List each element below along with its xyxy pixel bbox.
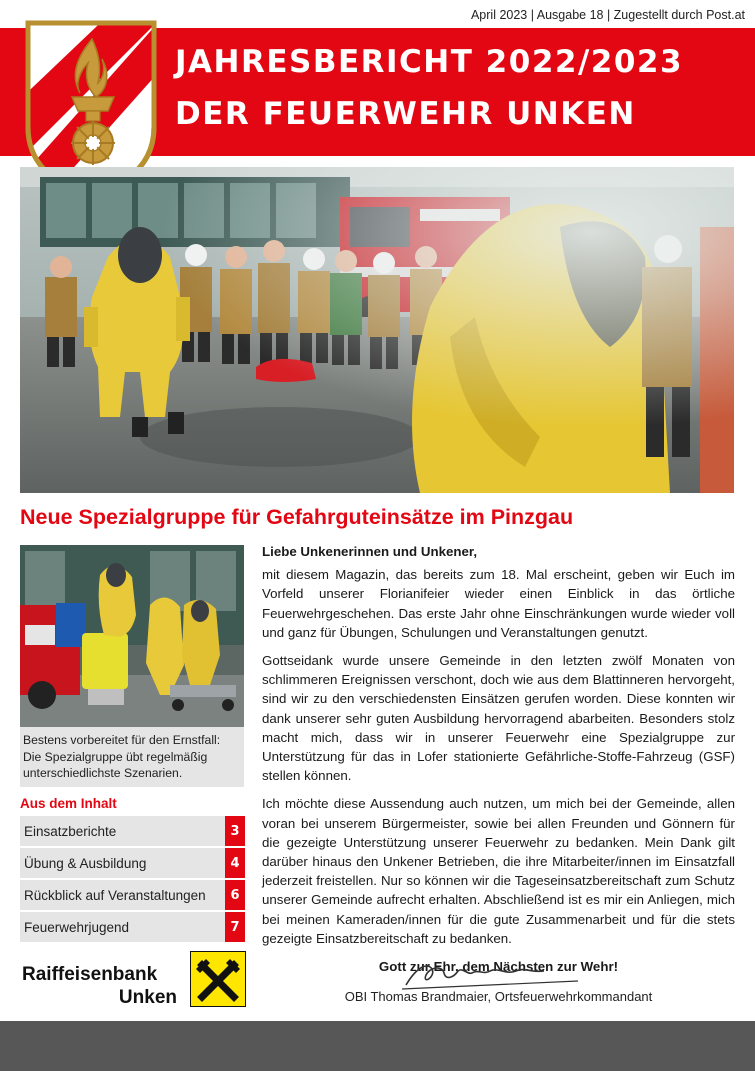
sponsor-name	[22, 963, 177, 1009]
toc-item-uebung-ausbildung[interactable]	[20, 848, 245, 878]
toc-item-label: Rückblick auf Veranstaltungen	[24, 887, 206, 903]
toc-item-label: Übung & Ausbildung	[24, 855, 147, 871]
toc-title: Aus dem Inhalt	[20, 796, 117, 811]
letter-signer: OBI Thomas Brandmaier, Ortsfeuerwehrkommandant	[344, 989, 653, 1004]
letter-paragraph-2: Gottseidank wurde unsere Gemeinde in den letzten zwölf Monaten von schlimmeren Ereignissen verschont, doch wie aus dem Blattinneren hervorgeht, sind wir zu den verschiedensten Einsätzen gerufen worden. Diese konnten wir dank unserer sehr guten Ausbildung hervorragend abarbeiten. Besonders stolz macht mich, dass wir in unserer Feuerwehr eine Spezialgruppe zur Unterstützung für das in Lofer stationierte Gefährliche-Stoffe-Fahrzeug (GSF) stellen können.	[262, 653, 735, 784]
page-footer-bar	[0, 1021, 755, 1071]
raiffeisen-gable-cross-icon	[190, 951, 246, 1007]
sponsor-line-1: Raiffeisenbank	[22, 964, 158, 985]
toc-item-page: 6	[225, 880, 245, 910]
photo-caption: Bestens vorbereitet für den Ernstfall: Die Spezialgruppe übt regelmäßig unterschiedlichste Szenarien.	[20, 727, 244, 787]
letter-paragraph-1: mit diesem Magazin, das bereits zum 18. Mal erscheint, geben wir Euch im Vorfeld unserer Florianifeier wieder einen Einblick in das örtliche Feuerwehrgeschehen. Das erste Jahr ohne Einschränkungen wurde wieder voll und ganz für Übungen, Schulungen und Veranstaltungen genutzt.	[262, 567, 735, 640]
toc-item-label: Feuerwehrjugend	[24, 919, 130, 935]
toc-item-label: Einsatzberichte	[24, 823, 117, 839]
toc-item-feuerwehrjugend[interactable]	[20, 912, 245, 942]
toc-item-page: 4	[225, 848, 245, 878]
sponsor-line-2: Unken	[118, 987, 177, 1008]
table-of-contents	[20, 816, 245, 944]
title-line-1: JAHRESBERICHT 2022/2023	[175, 44, 684, 80]
issue-line: April 2023 | Ausgabe 18 | Zugestellt durch Post.at	[470, 8, 745, 22]
article-headline: Neue Spezialgruppe für Gefahrguteinsätze im Pinzgau	[20, 505, 574, 529]
toc-item-einsatzberichte[interactable]	[20, 816, 245, 846]
toc-item-rueckblick[interactable]	[20, 880, 245, 910]
toc-item-page: 3	[225, 816, 245, 846]
letter-paragraph-3: Ich möchte diese Aussendung auch nutzen, um mich bei der Gemeinde, allen voran bei unserem Bürgermeister, sowie bei allen Freunden und Gönnern für die gezeigte Unterstützung unserer Feuerwehr zu bedanken. Mein Dank gilt darüber hinaus den Unkener Betrieben, die ihre Mitarbeiter/innen im Einsatzfall jederzeit freistellen. Nur so können wir die Tageseinsatzbereitschaft zum Schutz unserer Gemeinde aufrecht erhalten. Abschließend ist es mir ein Anliegen, mich bei meinen Kameraden/innen für die gute Zusammenarbeit und für die stets gezeigte Einsatzbereitschaft zu bedanken.	[262, 796, 735, 946]
title-line-2: DER FEUERWEHR UNKEN	[175, 96, 636, 132]
main-photo-hazmat-training	[20, 167, 734, 493]
editorial-letter	[262, 542, 735, 985]
letter-greeting: Liebe Unkenerinnen und Unkener,	[262, 544, 478, 559]
toc-item-page: 7	[225, 912, 245, 942]
side-photo-hazmat-team	[20, 545, 244, 727]
letter-motto: Gott zur Ehr, dem Nächsten zur Wehr!	[378, 959, 619, 975]
